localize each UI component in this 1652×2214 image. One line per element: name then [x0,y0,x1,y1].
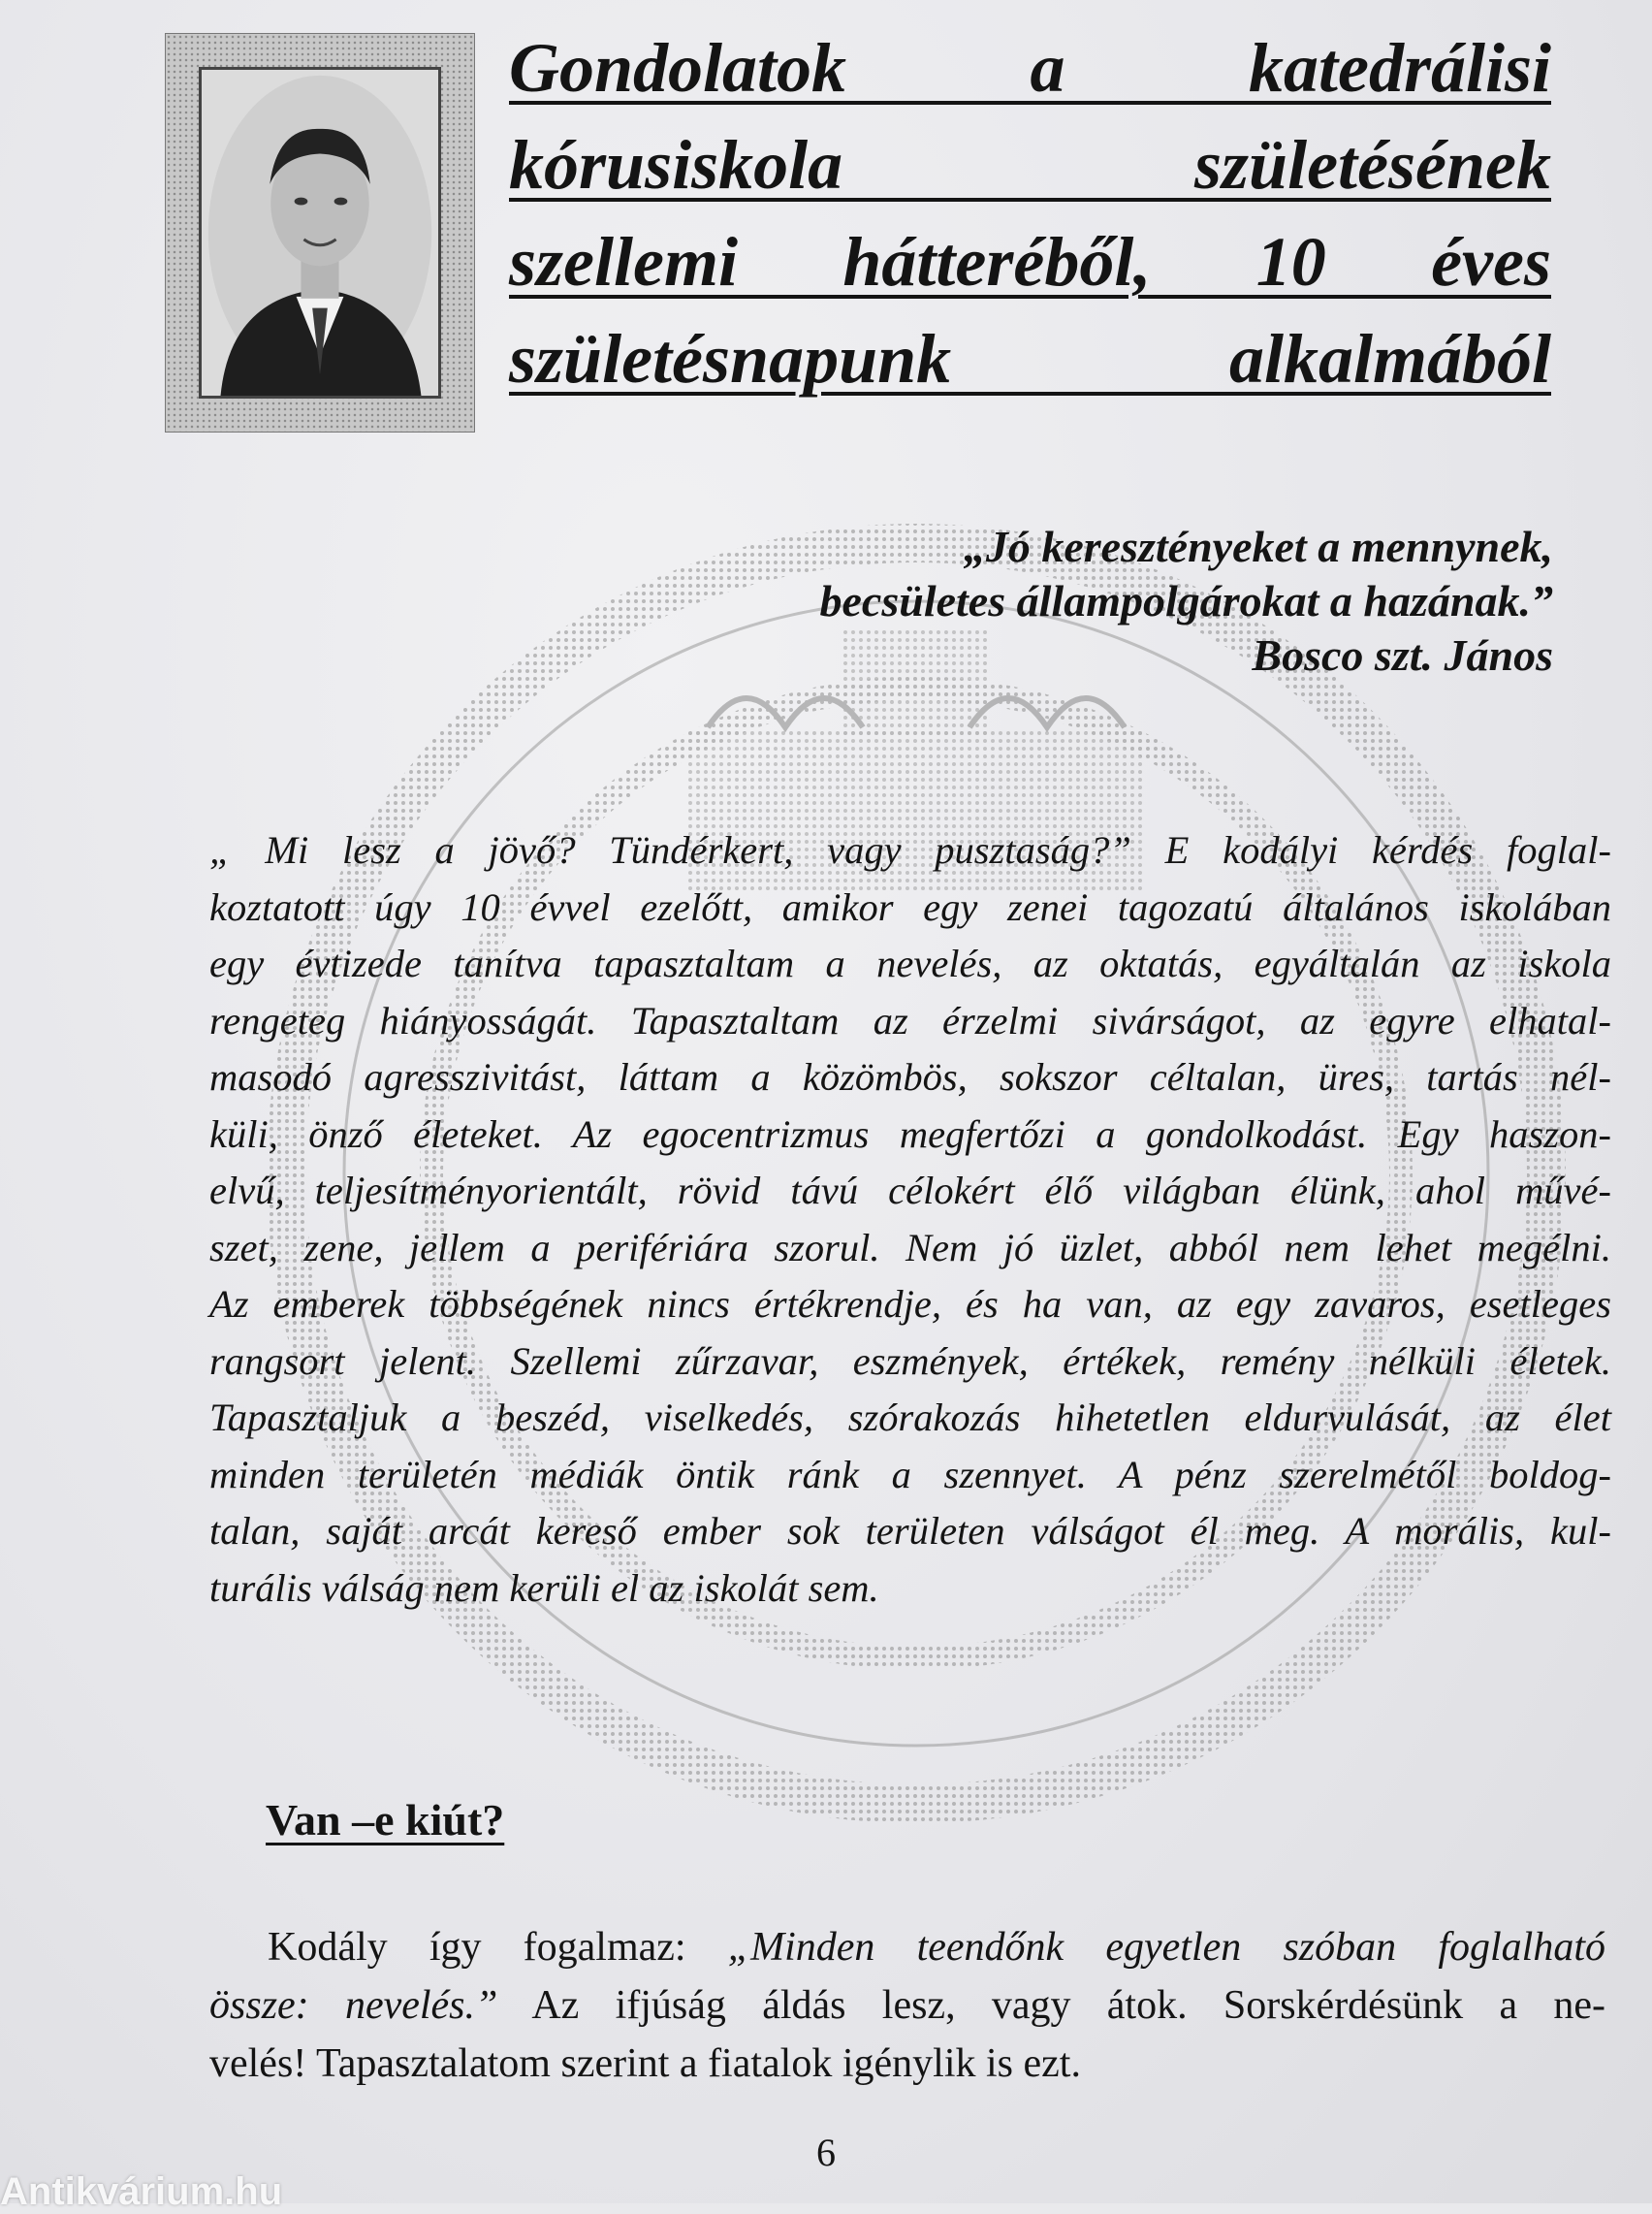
paragraph-line: rangsort jelent. Szellemi zűrzavar, eszmények, értékek, remény nélküli életek. [209,1338,1611,1383]
paragraph-text: Kodály így fogalmaz: [268,1925,728,1970]
title-line: Gondolatok a katedrálisi [509,29,1551,107]
article-title [509,19,1551,407]
paragraph-line: egy évtizede tanítva tapasztaltam a nevelés, az oktatás, egyáltalán az iskola [209,942,1611,985]
portrait-photo [202,70,438,396]
kodaly-quote-end: össze: nevelés.” [209,1983,498,2028]
paragraph-line: velés! Tapasztalatom szerint a fiatalok igénylik is ezt. [209,2041,1081,2086]
paragraph-line: minden területén médiák öntik ránk a szennyet. A pénz szerelmétől boldog- [209,1452,1611,1496]
paragraph-line: elvű, teljesítményorientált, rövid távú célokért élő világban élünk, ahol művé- [209,1169,1611,1212]
paragraph-line: küli, önző életeket. Az egocentrizmus megfertőzi a gondolkodást. Egy haszon- [209,1111,1611,1156]
title-line: kórusiskola születésének [509,126,1551,204]
kodaly-quote: „Minden teendőnk egyetlen szóban foglalható [727,1925,1605,1970]
site-watermark: Antikvárium.hu [0,2170,283,2213]
paragraph-line: Az emberek többségének nincs értékrendje, és ha van, az egy zavaros, esetleges [209,1282,1611,1326]
section-paragraph [209,1918,1605,2093]
title-line: születésnapunk alkalmából [509,320,1551,398]
paragraph-line: rengeteg hiányosságát. Tapasztaltam az érzelmi sivárságot, az egyre elhatal- [209,998,1611,1043]
paragraph-line: turális válság nem kerüli el az iskolát sem. [209,1565,879,1610]
title-line: szellemi hátteréből, 10 éves [509,223,1551,301]
epigraph-line: „Jó keresztényeket a mennynek, [963,522,1553,571]
paragraph-line: koztatott úgy 10 évvel ezelőtt, amikor egy zenei tagozatú általános iskolában [209,884,1611,929]
paragraph-line: szet, zene, jellem a perifériára szorul. Nem jó üzlet, abból nem lehet megélni. [209,1225,1611,1269]
author-portrait [165,33,475,433]
intro-paragraph [209,822,1611,1617]
section-heading: Van –e kiút? [266,1795,505,1845]
paragraph-line: Tapasztaljuk a beszéd, viselkedés, szórakozás hihetetlen eldurvulását, az élet [209,1396,1611,1439]
paragraph-text: Az ifjúság áldás lesz, vagy átok. Sorskérdésünk a ne- [497,1983,1605,2028]
page-number: 6 [816,2131,836,2174]
epigraph-line: becsületes állampolgárokat a hazának.” [819,576,1553,626]
paragraph-line: masodó agresszivitást, láttam a közömbös, sokszor céltalan, üres, tartás nél- [209,1055,1611,1099]
paragraph-line [209,1918,1605,1976]
paragraph-line: talan, saját arcát kereső ember sok területen válságot él meg. A morális, kul- [209,1509,1611,1553]
paragraph-line [209,1976,1605,2035]
epigraph-attribution: Bosco szt. János [1252,630,1553,680]
paragraph-line: „ Mi lesz a jövő? Tündérkert, vagy pusztaság?” E kodályi kérdés foglal- [209,828,1611,872]
epigraph [487,520,1553,683]
